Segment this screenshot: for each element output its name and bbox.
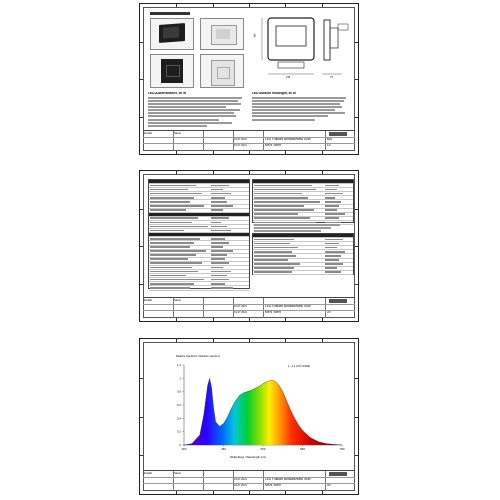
article-number: 50879, 50878	[265, 311, 281, 314]
frame-tick	[213, 318, 214, 321]
frame-tick	[285, 4, 286, 7]
notes-text	[254, 223, 350, 233]
name-label: Name	[174, 298, 181, 302]
frame-tick	[176, 151, 177, 154]
spectrum-area	[184, 378, 342, 445]
date-1: 01.07.2021	[234, 304, 247, 308]
dimension-width: 195	[286, 76, 291, 79]
floodlight-white-icon	[211, 25, 237, 45]
sheet-number: 1/3	[327, 143, 331, 147]
created-label: Erstellt	[144, 471, 152, 475]
doc-title: LED Flutlicht schwarz/weiß 50W	[265, 137, 311, 141]
frame-tick	[213, 171, 214, 174]
frame-tick	[140, 455, 143, 456]
frame-tick	[355, 246, 358, 247]
section-en-title: LED outdoor floodlight, 50 W	[252, 92, 296, 95]
sheet-number: 3/3	[327, 483, 331, 487]
frame-tick	[355, 417, 358, 418]
date-1: 01.07.2021	[234, 137, 247, 141]
frame-tick	[140, 209, 143, 210]
frame-tick	[213, 4, 214, 7]
frame-tick	[322, 4, 323, 7]
frame-tick	[285, 318, 286, 321]
datasheet-page-2	[139, 170, 359, 322]
x-tick-label: 580	[260, 447, 266, 451]
frame-tick	[249, 318, 250, 321]
frame-tick	[355, 284, 358, 285]
company-logo-icon	[329, 132, 347, 136]
spec-table-left	[148, 179, 250, 289]
floodlight-back-black-icon	[161, 59, 183, 83]
y-tick-label: 0	[179, 443, 181, 447]
created-label: Erstellt	[144, 298, 152, 302]
frame-tick	[140, 284, 143, 285]
y-tick-label: 1	[179, 376, 181, 381]
chart-header: Relative Spektrum / Relative spectrum	[176, 355, 221, 358]
frame-tick	[140, 246, 143, 247]
photo-grid	[148, 12, 248, 90]
frame-tick	[355, 79, 358, 80]
frame-tick	[285, 339, 286, 342]
frame-tick	[322, 491, 323, 494]
dimension-height: 180	[253, 33, 257, 38]
frame-tick	[140, 117, 143, 118]
title-block	[143, 130, 355, 151]
description-de	[148, 92, 246, 128]
doc-title: LED Flutlicht schwarz/weiß 50W	[265, 304, 311, 308]
frame-tick	[355, 117, 358, 118]
frame-tick	[176, 4, 177, 7]
frame-tick	[176, 339, 177, 342]
name-label: Name	[174, 131, 181, 135]
section-de-title: LED-Außenstrahler, 50 W	[148, 92, 187, 95]
frame-tick	[322, 151, 323, 154]
frame-tick	[213, 339, 214, 342]
frame-tick	[176, 171, 177, 174]
company-logo-icon	[329, 299, 347, 303]
y-tick-label: 0,8	[176, 389, 181, 394]
frame-tick	[140, 79, 143, 80]
created-label: Erstellt	[144, 131, 152, 135]
floodlight-black-icon	[159, 23, 185, 43]
frame-tick	[140, 378, 143, 379]
article-number: 50879, 50878	[265, 144, 281, 147]
photo-black-front	[150, 18, 194, 50]
date-2: 01.07.2021	[234, 483, 247, 487]
photo-white-front	[200, 18, 244, 50]
frame-tick	[176, 491, 177, 494]
floodlight-back-white-icon	[211, 60, 235, 86]
datasheet-page-1	[139, 3, 359, 155]
y-tick-label: 0,4	[176, 416, 181, 421]
x-tick-label: 480	[220, 447, 227, 451]
frame-tick	[249, 171, 250, 174]
frame-tick	[249, 151, 250, 154]
sheet-label: Blatt	[327, 137, 333, 141]
date-2: 01.07.2021	[234, 143, 247, 147]
dimension-drawing-svg	[252, 12, 352, 88]
frame-tick	[285, 151, 286, 154]
frame-tick	[355, 42, 358, 43]
frame-tick	[322, 318, 323, 321]
y-tick-label: 0,6	[176, 403, 181, 407]
article-number: 50879, 50878	[265, 484, 281, 487]
technical-drawing	[252, 12, 352, 88]
date-2: 01.07.2021	[234, 310, 247, 314]
photo-black-back	[150, 54, 194, 88]
title-block	[143, 470, 355, 491]
frame-tick	[140, 42, 143, 43]
dimension-depth: 75	[330, 76, 333, 79]
frame-tick	[213, 491, 214, 494]
description-de-text	[148, 97, 246, 127]
description-en	[252, 92, 350, 122]
x-tick-label: 680	[299, 447, 306, 451]
title-block	[143, 297, 355, 318]
x-axis-label: Wellenlänge / Wavelength (nm)	[230, 456, 267, 459]
cct-label: 1 : 2 4 CCT=4000K	[288, 365, 311, 368]
frame-tick	[249, 339, 250, 342]
frame-tick	[249, 4, 250, 7]
frame-tick	[285, 491, 286, 494]
frame-tick	[249, 491, 250, 494]
name-label: Name	[174, 471, 181, 475]
spec-table-right-top	[252, 179, 354, 223]
date-1: 01.07.2021	[234, 477, 247, 481]
sheet-number: 2/3	[327, 310, 331, 314]
photo-grid-header	[150, 12, 190, 15]
frame-tick	[322, 339, 323, 342]
frame-tick	[176, 318, 177, 321]
description-en-text	[252, 97, 350, 121]
company-logo-icon	[329, 472, 347, 476]
y-tick-label: 1,2	[176, 363, 181, 367]
frame-tick	[355, 455, 358, 456]
frame-tick	[285, 171, 286, 174]
frame-tick	[355, 209, 358, 210]
spectrum-chart	[148, 345, 352, 463]
photo-white-back	[200, 54, 244, 88]
doc-title: LED Flutlicht schwarz/weiß 50W	[265, 477, 311, 481]
spec-table-right-bottom	[252, 233, 354, 275]
x-tick-label: 380	[181, 447, 187, 451]
spectrum-plot	[148, 345, 352, 463]
frame-tick	[213, 151, 214, 154]
datasheet-page-3	[139, 338, 359, 495]
x-tick-label: 780	[339, 447, 345, 451]
frame-tick	[322, 171, 323, 174]
y-tick-label: 0,2	[176, 429, 181, 434]
frame-tick	[140, 417, 143, 418]
frame-tick	[355, 378, 358, 379]
